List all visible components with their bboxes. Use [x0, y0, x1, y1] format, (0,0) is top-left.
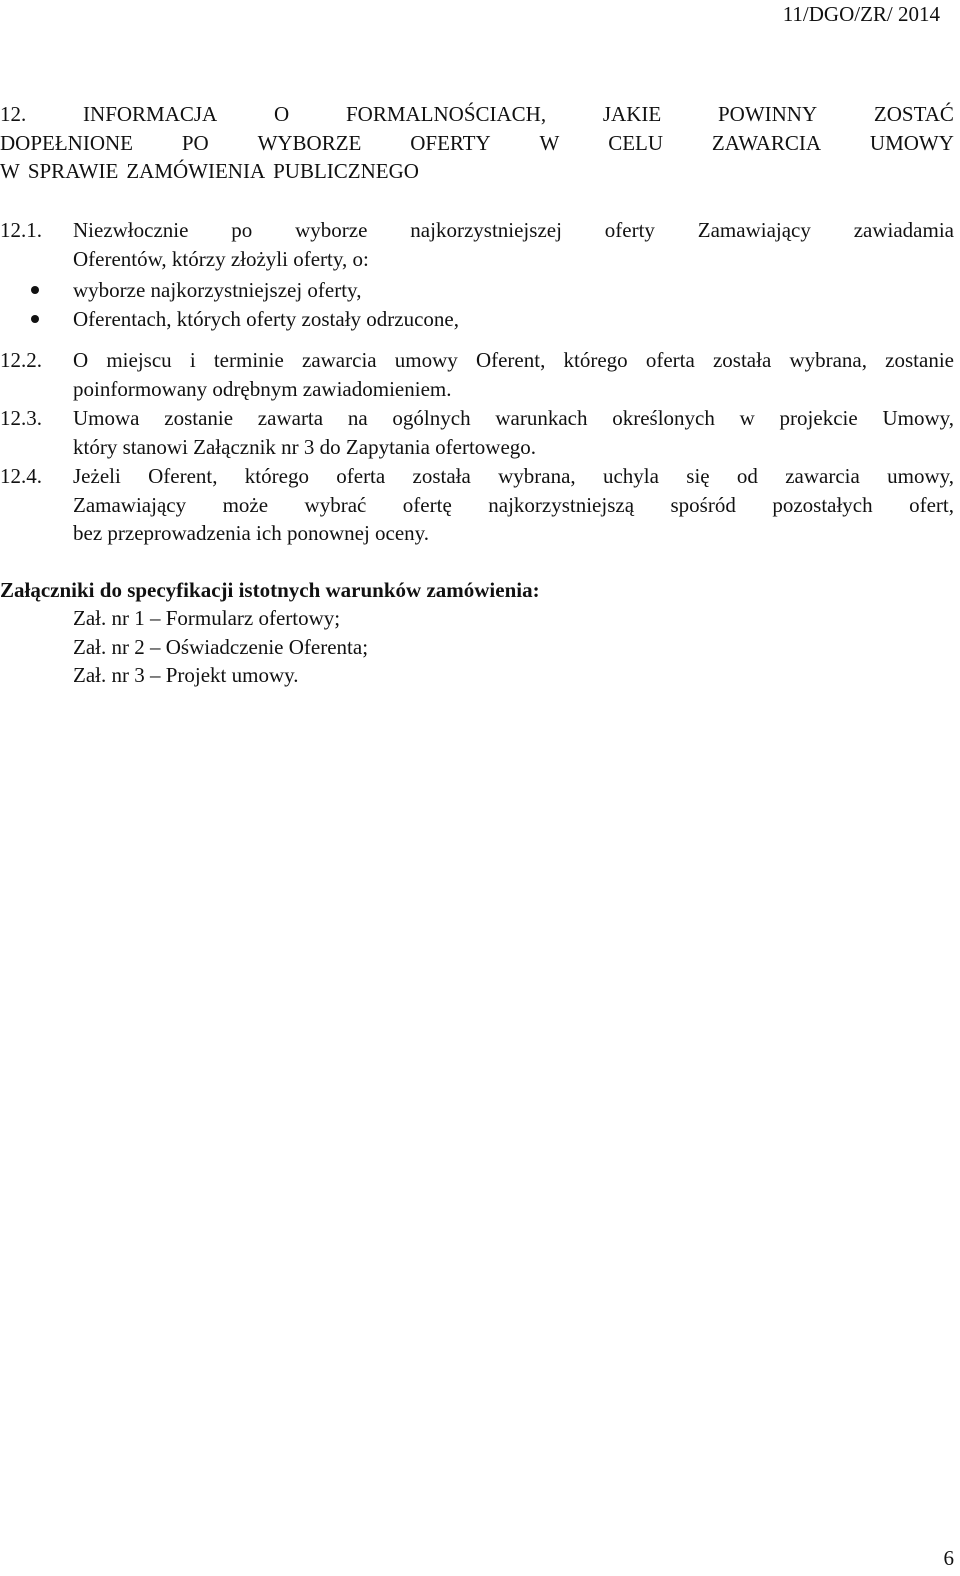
- list-item-text: wyborze najkorzystniejszej oferty,: [73, 278, 362, 302]
- section-heading: [0, 100, 954, 186]
- attachment-item: Zał. nr 1 – Formularz ofertowy;: [73, 606, 341, 630]
- heading-word: CELU: [608, 130, 664, 155]
- attachment-item: Zał. nr 3 – Projekt umowy.: [73, 663, 299, 687]
- heading-word: ZOSTAĆ: [873, 102, 954, 126]
- text-line: poinformowany odrębnym zawiadomieniem.: [73, 376, 452, 401]
- heading-word: POWINNY: [717, 102, 818, 126]
- heading-word: WYBORZE: [257, 130, 362, 155]
- subsection-text: [73, 404, 954, 461]
- text-line: Jeżeli Oferent, którego oferta została wybrana, uchyla się od zawarcia umowy,: [73, 464, 954, 488]
- bullet-icon: [31, 286, 39, 294]
- heading-line: [0, 157, 954, 186]
- heading-word: FORMALNOŚCIACH,: [345, 102, 547, 126]
- heading-line: [0, 129, 954, 158]
- heading-word: 12.: [0, 102, 27, 126]
- heading-word: W: [0, 159, 20, 183]
- subsection-12-2: [0, 346, 954, 403]
- heading-word: DOPEŁNIONE: [0, 130, 133, 155]
- text-line: Oferentów, którzy złożyli oferty, o:: [73, 246, 369, 271]
- subsection-12-3: [0, 404, 954, 461]
- heading-word: INFORMACJA: [83, 102, 218, 126]
- heading-word: SPRAWIE: [27, 159, 119, 183]
- list-item-text: Oferentach, których oferty zostały odrzucone,: [73, 306, 459, 331]
- heading-word: W: [539, 130, 560, 155]
- subsection-number: 12.4.: [0, 464, 42, 488]
- text-line: O miejscu i terminie zawarcia umowy Oferent, którego oferta została wybrana, zostanie: [73, 348, 954, 372]
- heading-word: PUBLICZNEGO: [273, 159, 419, 183]
- heading-line: [0, 100, 954, 129]
- heading-word: JAKIE: [602, 102, 662, 126]
- heading-word: ZAWARCIA: [711, 130, 822, 155]
- text-line: Zamawiający może wybrać ofertę najkorzystniejszą spośród pozostałych ofert,: [73, 492, 954, 517]
- subsection-number: 12.3.: [0, 406, 42, 430]
- bullet-icon: [31, 315, 39, 323]
- document-reference-number: 11/DGO/ZR/ 2014: [782, 2, 940, 26]
- text-line: Umowa zostanie zawarta na ogólnych warunkach określonych w projekcie Umowy,: [73, 406, 954, 430]
- heading-word: ZAMÓWIENIA: [126, 159, 266, 183]
- text-line: bez przeprowadzenia ich ponownej oceny.: [73, 521, 430, 545]
- heading-word: PO: [181, 130, 209, 155]
- subsection-text: [73, 216, 954, 273]
- page-number: 6: [943, 1546, 954, 1570]
- subsection-text: [73, 346, 954, 403]
- subsection-12-4: [0, 462, 954, 548]
- subsection-number: 12.2.: [0, 348, 42, 372]
- attachments-title: Załączniki do specyfikacji istotnych warunków zamówienia:: [0, 578, 540, 602]
- heading-word: O: [274, 102, 290, 126]
- subsection-number: 12.1.: [0, 218, 42, 242]
- heading-word: UMOWY: [869, 130, 954, 155]
- attachment-item: Zał. nr 2 – Oświadczenie Oferenta;: [73, 634, 369, 659]
- heading-word: OFERTY: [410, 130, 491, 155]
- text-line: który stanowi Załącznik nr 3 do Zapytania ofertowego.: [73, 434, 537, 459]
- text-line: Niezwłocznie po wyborze najkorzystniejszej oferty Zamawiający zawiadamia: [73, 218, 954, 242]
- attachments-list: [73, 604, 368, 690]
- subsection-12-1: [0, 216, 954, 273]
- subsection-text: [73, 462, 954, 548]
